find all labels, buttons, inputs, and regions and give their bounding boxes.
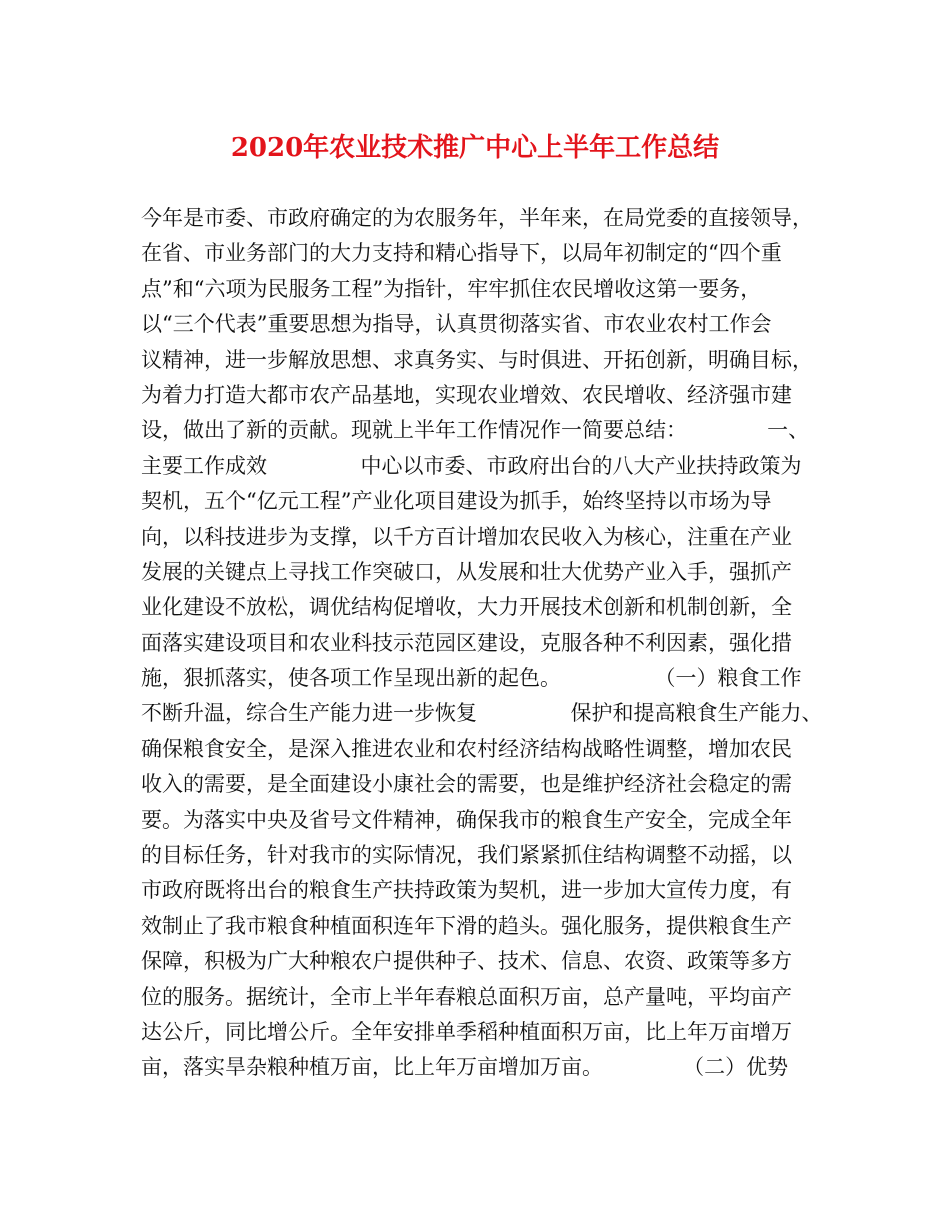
body-line: 市政府既将出台的粮食生产扶持政策为契机，进一步加大宣传力度，有 (141, 878, 792, 903)
body-line: 效制止了我市粮食种植面积连年下滑的趋头。强化服务，提供粮食生产 (141, 913, 792, 938)
body-line: 保障，积极为广大种粮农户提供种子、技术、信息、农资、政策等多方 (141, 949, 792, 974)
body-line: 以“三个代表”重要思想为指导，认真贯彻落实省、市农业农村工作会 (141, 312, 772, 337)
body-line: 的目标任务，针对我市的实际情况，我们紧紧抓住结构调整不动摇，以 (141, 843, 792, 868)
body-line: 发展的关键点上寻找工作突破口，从发展和壮大优势产业入手，强抓产 (141, 559, 792, 584)
body-line: 在省、市业务部门的大力支持和精心指导下，以局年初制定的“四个重 (141, 241, 782, 266)
body-line: 面落实建设项目和农业科技示范园区建设，克服各种不利因素，强化措 (141, 630, 792, 655)
body-line: 确保粮食安全，是深入推进农业和农村经济结构战略性调整，增加农民 (141, 736, 792, 761)
body-line: 不断升温，综合生产能力进一步恢复 保护和提高粮食生产能力、 (141, 701, 823, 726)
document-body (141, 201, 821, 1086)
body-line: 亩，落实旱杂粮种植万亩，比上年万亩增加万亩。 （二）优势 (141, 1055, 789, 1080)
body-line: 施，狠抓落实，使各项工作呈现出新的起色。 （一）粮食工作 (141, 666, 802, 691)
body-line: 业化建设不放松，调优结构促增收，大力开展技术创新和机制创新，全 (141, 595, 792, 620)
body-line: 收入的需要，是全面建设小康社会的需要，也是维护经济社会稳定的需 (141, 772, 792, 797)
body-line: 主要工作成效 中心以市委、市政府出台的八大产业扶持政策为 (141, 453, 802, 478)
body-line: 位的服务。据统计，全市上半年春粮总面积万亩，总产量吨，平均亩产 (141, 984, 792, 1009)
document-title: 2020年农业技术推广中心上半年工作总结 (230, 133, 720, 163)
body-line: 点”和“六项为民服务工程”为指针，牢牢抓住农民增收这第一要务， (141, 276, 762, 301)
body-line: 议精神，进一步解放思想、求真务实、与时俱进、开拓创新，明确目标， (141, 347, 813, 372)
body-line: 要。为落实中央及省号文件精神，确保我市的粮食生产安全，完成全年 (141, 807, 792, 832)
body-line: 契机，五个“亿元工程”产业化项目建设为抓手，始终坚持以市场为导 (141, 489, 772, 514)
body-line: 向，以科技进步为支撑，以千方百计增加农民收入为核心，注重在产业 (141, 524, 792, 549)
body-line: 达公斤，同比增公斤。全年安排单季稻种植面积万亩，比上年万亩增万 (141, 1019, 792, 1044)
body-line: 今年是市委、市政府确定的为农服务年，半年来，在局党委的直接领导， (141, 206, 813, 230)
body-line: 设，做出了新的贡献。现就上半年工作情况作一简要总结： 一、 (141, 418, 810, 443)
body-line: 为着力打造大都市农产品基地，实现农业增效、农民增收、经济强市建 (141, 382, 792, 407)
